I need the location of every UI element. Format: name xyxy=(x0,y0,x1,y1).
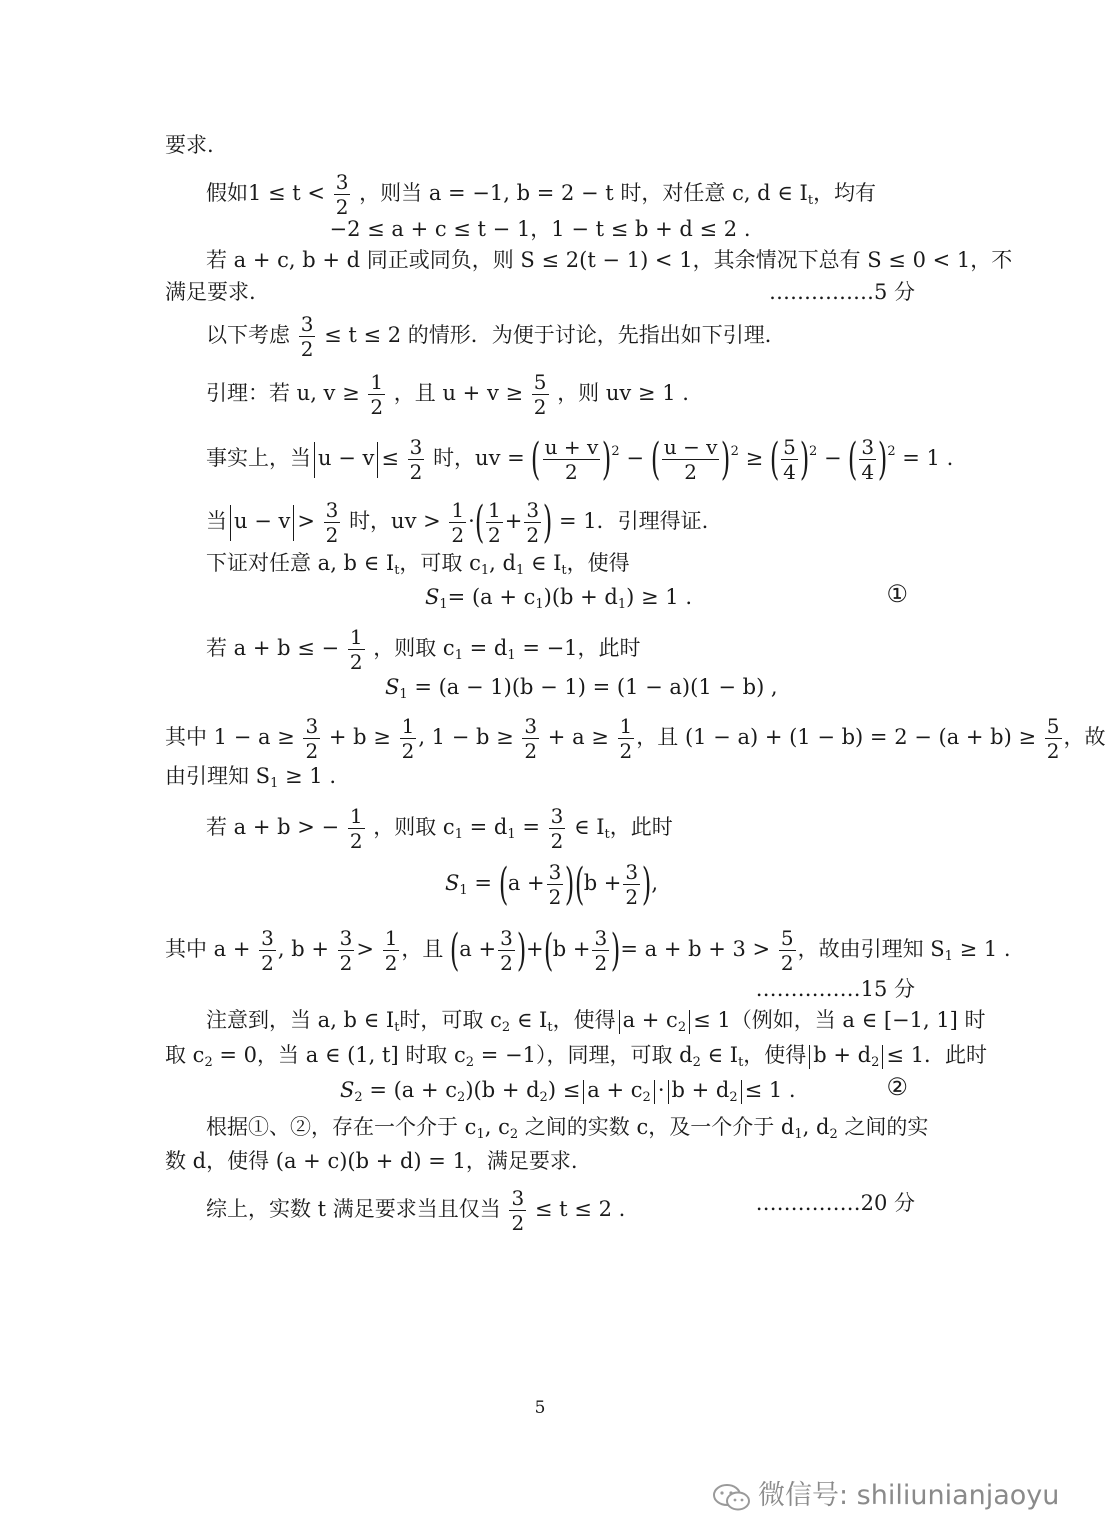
text: , c xyxy=(484,1115,510,1139)
text: b + xyxy=(583,871,622,895)
line-10 xyxy=(206,548,630,578)
fraction: $\frac{3}{4}$ xyxy=(861,435,875,484)
fraction: $\frac{3}{2}$ xyxy=(261,926,274,975)
text: ，故 xyxy=(1063,725,1106,749)
sub: 1 xyxy=(399,687,408,702)
sub: 2 xyxy=(677,1020,687,1035)
text: S xyxy=(385,675,400,699)
text: ≤ 1．此时 xyxy=(886,1043,988,1067)
text: 若 a + b > − xyxy=(206,815,340,839)
text: = 0，当 a ∈ (1, t] 时取 c xyxy=(212,1043,466,1067)
line-7 xyxy=(206,372,689,417)
fraction: $\frac{1}{2}$ xyxy=(619,714,633,763)
text: ，使得 xyxy=(566,551,630,575)
sub: 2 xyxy=(457,1090,466,1105)
fraction: $\frac{1}{2}$ xyxy=(488,498,501,547)
line-9: 当 u − v > $\frac{3}{2}$ 时，uv > $\frac{1}{2}$ ·( $\frac{1}{2}$ + $\frac{3}{2}$ ) = 1．引理得证. xyxy=(206,496,709,548)
sub: 2 xyxy=(729,1090,738,1105)
line-4: 若 a + c, b + d 同正或同负，则 S ≤ 2(t − 1) < 1，其余情况下总有 S ≤ 0 < 1，不 xyxy=(206,248,1013,272)
line-2 xyxy=(206,172,876,217)
sub: 2 xyxy=(509,1127,519,1142)
sub: 1 xyxy=(507,827,516,842)
text: a + c xyxy=(587,1078,643,1102)
marker-1: ① xyxy=(886,580,908,608)
paren: ) xyxy=(642,858,652,910)
text: , d xyxy=(802,1115,830,1139)
text: ≤ 1（例如，当 a ∈ [−1, 1] 时 xyxy=(693,1008,986,1032)
paren: ) xyxy=(542,496,553,548)
sub: 2 xyxy=(829,1127,838,1142)
text: 时，uv > xyxy=(349,509,441,533)
paren: ) xyxy=(721,433,731,485)
text: = a + b + 3 > xyxy=(620,937,771,961)
text: 以下考虑 xyxy=(206,323,290,347)
line-20 xyxy=(206,1005,986,1035)
text: + b ≥ xyxy=(328,725,391,749)
abs-bar xyxy=(689,1010,690,1034)
text: 引理：若 u, v ≥ xyxy=(206,381,360,405)
line-18 xyxy=(165,924,1011,976)
sub: 1 xyxy=(535,597,544,612)
sub: 2 xyxy=(204,1055,213,1070)
paren: ) xyxy=(602,433,612,485)
text: ≥ 1 . xyxy=(278,764,337,788)
sub: 2 xyxy=(501,1020,511,1035)
fraction-3-2: $\frac{3}{2}$ xyxy=(335,170,349,219)
sup: 2 xyxy=(730,444,739,459)
sub: 2 xyxy=(692,1055,701,1070)
text: = (a + c xyxy=(447,585,536,609)
sub: t xyxy=(604,827,610,842)
fraction: $\frac{3}{2}$ xyxy=(511,1186,525,1235)
sub: 1 xyxy=(944,949,953,964)
sub: 1 xyxy=(507,648,516,663)
line-14 xyxy=(165,716,1106,761)
text: ≤ xyxy=(381,446,399,470)
sub: t xyxy=(561,563,567,578)
paren: ) xyxy=(611,924,621,976)
text: ) ≥ 1 . xyxy=(626,585,693,609)
line-22 xyxy=(340,1075,796,1105)
text: S xyxy=(425,585,440,609)
line-17: $S_1 = (a$ + $\frac{3}{2}$ )(b + $\frac{3}{2}$ ), xyxy=(445,858,658,910)
text: > xyxy=(297,509,315,533)
score-5: ……………5 分 xyxy=(768,280,915,304)
line-1: 要求. xyxy=(165,133,214,157)
text: a + xyxy=(459,937,497,961)
text: u − v xyxy=(318,446,375,470)
paren: ( xyxy=(574,858,584,910)
text: 之间的实数 c，及一个介于 d xyxy=(518,1115,795,1139)
text: S xyxy=(445,871,460,895)
paren: ( xyxy=(531,433,541,485)
text: 之间的实 xyxy=(837,1115,929,1139)
text: ，可取 c xyxy=(399,551,481,575)
line-16 xyxy=(206,806,673,851)
fraction: $\frac{3}{2}$ xyxy=(339,926,353,975)
paren: ) xyxy=(565,858,575,910)
line-3: −2 ≤ a + c ≤ t − 1，1 − t ≤ b + d ≤ 2 . xyxy=(329,217,751,241)
sub: t xyxy=(738,1055,744,1070)
text: u − v xyxy=(234,509,291,533)
watermark xyxy=(712,1473,1059,1512)
abs-bar xyxy=(882,1045,883,1069)
abs-bar xyxy=(314,442,315,478)
fraction: $\frac{1}{2}$ xyxy=(349,625,363,674)
paren: ( xyxy=(474,496,485,548)
text: a + c xyxy=(622,1008,678,1032)
line-5: 满足要求. xyxy=(165,280,256,304)
sub: 1 xyxy=(270,776,279,791)
fraction: $\frac{5}{2}$ xyxy=(1046,714,1060,763)
text: ≤ 1 . xyxy=(744,1078,796,1102)
paren: ( xyxy=(848,433,858,485)
line-8: 事实上，当 u − v ≤ $\frac{3}{2}$ 时，uv = ( $\frac{u + v}{2}$ )$^2$ − ( $\frac{u - v}{2}$ )$^2$ ≥ ( $\frac{5}{4}$ )$^2$ − ( $\frac{3}{4}$ )$^2$ = 1 . xyxy=(206,433,954,485)
text: , 1 − b ≥ xyxy=(418,725,514,749)
sub: 1 xyxy=(439,597,448,612)
paren: ( xyxy=(543,924,553,976)
line-6 xyxy=(206,314,786,359)
text: ，则 uv ≥ 1 . xyxy=(557,381,689,405)
text: ≤ t ≤ 2 的情形．为便于讨论，先指出如下引理． xyxy=(324,323,786,347)
text: ∈ I xyxy=(524,551,562,575)
text: ，且 (1 − a) + (1 − b) = 2 − (a + b) ≥ xyxy=(636,725,1037,749)
text: )(b + d xyxy=(465,1078,540,1102)
paren: ( xyxy=(449,924,460,976)
fraction: $\frac{1}{2}$ xyxy=(401,714,415,763)
text: = (a − 1)(b − 1) = (1 − a)(1 − b) , xyxy=(407,675,778,699)
text: · xyxy=(657,1078,665,1102)
fraction: $\frac{3}{2}$ xyxy=(305,714,319,763)
line-11 xyxy=(425,582,692,612)
abs-bar xyxy=(654,1080,655,1104)
sub: t xyxy=(394,1020,400,1035)
paren: ) xyxy=(799,433,810,485)
sub: 1 xyxy=(476,1127,485,1142)
sub: 2 xyxy=(465,1055,475,1070)
fraction: $\frac{3}{2}$ xyxy=(625,860,639,909)
abs-bar xyxy=(741,1080,742,1104)
text: 根据①、②，存在一个介于 c xyxy=(206,1115,477,1139)
text: a + xyxy=(507,871,545,895)
fraction: $\frac{3}{2}$ xyxy=(594,926,608,975)
text: = d xyxy=(462,815,508,839)
fraction: $\frac{3}{2}$ xyxy=(325,498,339,547)
abs-bar xyxy=(377,442,378,478)
sub: 2 xyxy=(354,1090,363,1105)
text: ，且 u + v ≥ xyxy=(393,381,524,405)
sub: t xyxy=(807,193,814,208)
sub: 2 xyxy=(642,1090,651,1105)
text: b + d xyxy=(671,1078,730,1102)
fraction: $\frac{3}{2}$ xyxy=(524,714,538,763)
text: b + d xyxy=(813,1043,872,1067)
sub: t xyxy=(547,1020,553,1035)
text: , b + xyxy=(277,937,329,961)
text: = −1，此时 xyxy=(515,636,641,660)
text: ，且 xyxy=(401,937,444,961)
text: )(b + d xyxy=(543,585,618,609)
paren: ( xyxy=(650,433,660,485)
text: ) ≤ xyxy=(547,1078,581,1102)
text: ，均有 xyxy=(813,181,877,205)
text: 下证对任意 a, b ∈ I xyxy=(206,551,395,575)
sub: 1 xyxy=(480,563,490,578)
sub: 2 xyxy=(871,1055,880,1070)
line-12 xyxy=(206,627,641,672)
fraction: $\frac{3}{2}$ xyxy=(548,860,562,909)
text: 当 xyxy=(206,509,227,533)
text: b + xyxy=(552,937,591,961)
line-15 xyxy=(165,761,336,791)
abs-bar xyxy=(293,505,294,541)
text: = xyxy=(467,871,492,895)
text: > xyxy=(356,937,374,961)
fraction: $\frac{3}{2}$ xyxy=(500,926,513,975)
text: = xyxy=(515,815,540,839)
fraction: $\frac{u - v}{2}$ xyxy=(663,435,718,484)
text: ，使得 xyxy=(552,1008,616,1032)
sup: 2 xyxy=(887,444,896,459)
fraction: $\frac{3}{2}$ xyxy=(550,804,564,853)
line-21 xyxy=(165,1040,987,1070)
line-23 xyxy=(206,1112,928,1142)
fraction: $\frac{5}{2}$ xyxy=(533,370,547,419)
abs-bar xyxy=(583,1080,584,1104)
sub: 1 xyxy=(515,563,525,578)
text: 假如1 ≤ t < xyxy=(206,181,326,205)
text: 综上，实数 t 满足要求当且仅当 xyxy=(206,1197,501,1221)
text: = −1），同理，可取 d xyxy=(474,1043,693,1067)
abs-bar xyxy=(230,505,231,541)
text: ≤ t ≤ 2 . xyxy=(534,1197,626,1221)
text: ，则当 a = −1, b = 2 − t 时，对任意 c, d ∈ I xyxy=(359,181,808,205)
sub: t xyxy=(394,563,400,578)
text: 事实上，当 xyxy=(206,446,311,470)
text: 注意到，当 a, b ∈ I xyxy=(206,1008,395,1032)
sup: 2 xyxy=(611,444,620,459)
text: 由引理知 S xyxy=(165,764,271,788)
line-13 xyxy=(385,672,778,702)
fraction: $\frac{u + v}{2}$ xyxy=(544,435,599,484)
text: ≥ xyxy=(745,446,764,470)
sub: 1 xyxy=(454,827,463,842)
text: 其中 a + xyxy=(165,937,251,961)
text: 时，uv = xyxy=(433,446,525,470)
text: 若 a + b ≤ − xyxy=(206,636,340,660)
abs-bar xyxy=(619,1010,620,1034)
sub: 1 xyxy=(454,648,463,663)
sup: 2 xyxy=(809,444,818,459)
fraction: $\frac{1}{2}$ xyxy=(349,804,363,853)
text: ∈ I xyxy=(700,1043,739,1067)
sub: 1 xyxy=(794,1127,803,1142)
line-24: 数 d，使得 (a + c)(b + d) = 1，满足要求. xyxy=(165,1149,578,1173)
text: , d xyxy=(489,551,516,575)
fraction: $\frac{5}{2}$ xyxy=(780,926,794,975)
page-number: 5 xyxy=(534,1398,546,1418)
fraction: $\frac{3}{2}$ xyxy=(300,312,314,361)
text: + xyxy=(525,937,544,961)
text: = 1 . xyxy=(902,446,954,470)
marker-2: ② xyxy=(886,1073,908,1101)
text: ，使得 xyxy=(743,1043,807,1067)
fraction: $\frac{1}{2}$ xyxy=(384,926,398,975)
text: 时，可取 c xyxy=(399,1008,502,1032)
score-20: ……………20 分 xyxy=(755,1191,915,1215)
text: 其中 1 − a ≥ xyxy=(165,725,295,749)
fraction: $\frac{3}{2}$ xyxy=(526,498,540,547)
score-15: ……………15 分 xyxy=(755,977,915,1001)
fraction: $\frac{1}{2}$ xyxy=(451,498,465,547)
line-25 xyxy=(206,1188,625,1233)
text: + a ≥ xyxy=(547,725,609,749)
paren: ) xyxy=(516,924,527,976)
paren: ( xyxy=(498,858,508,910)
fraction: $\frac{3}{2}$ xyxy=(409,435,423,484)
text: ，则取 c xyxy=(373,815,455,839)
text: = d xyxy=(462,636,508,660)
sub: 1 xyxy=(617,597,627,612)
wechat-icon xyxy=(712,1482,752,1512)
sub: 2 xyxy=(539,1090,548,1105)
text: ∈ I xyxy=(574,815,605,839)
abs-bar xyxy=(809,1045,810,1069)
text: ，则取 c xyxy=(373,636,455,660)
text: S xyxy=(340,1078,355,1102)
paren: ( xyxy=(769,433,780,485)
text: ∈ I xyxy=(510,1008,548,1032)
text: ，此时 xyxy=(609,815,673,839)
watermark-text: 微信号: shiliunianjaoyu xyxy=(758,1480,1060,1511)
text: ，故由引理知 S xyxy=(797,937,945,961)
sub: 1 xyxy=(459,883,468,898)
fraction: $\frac{5}{4}$ xyxy=(783,435,796,484)
paren: ) xyxy=(878,433,888,485)
abs-bar xyxy=(668,1080,669,1104)
text: 取 c xyxy=(165,1043,205,1067)
text: = (a + c xyxy=(362,1078,458,1102)
text: = 1．引理得证. xyxy=(558,509,709,533)
fraction: $\frac{1}{2}$ xyxy=(370,370,384,419)
text: ≥ 1 . xyxy=(952,937,1011,961)
